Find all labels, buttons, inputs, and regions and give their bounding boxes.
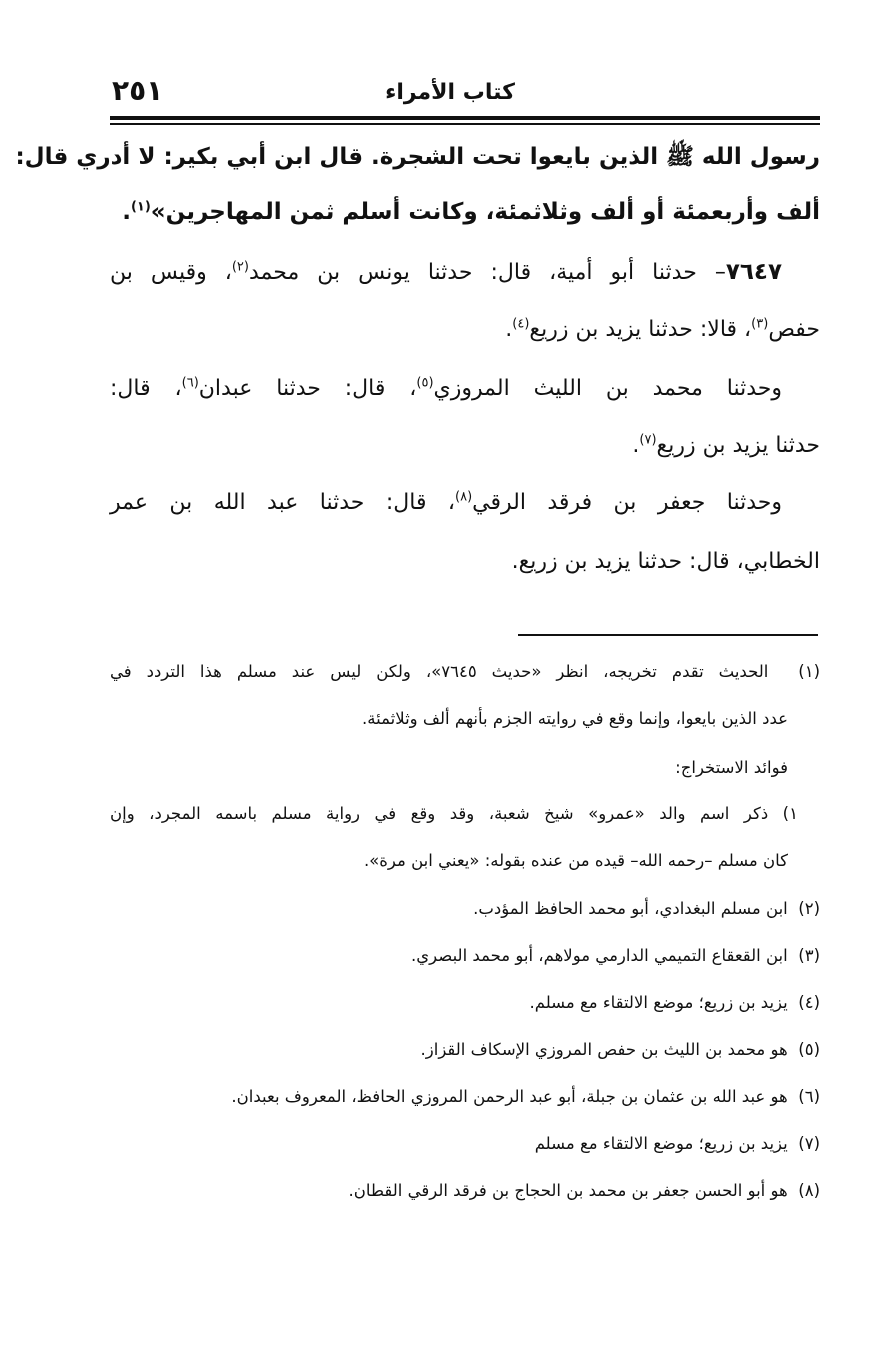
footnote-5 [110, 1038, 820, 1062]
text-line-7-end: ، قال: حدثنا عبد الله بن عمر [110, 490, 455, 515]
text-line-5 [110, 374, 782, 404]
text-line-7-start: وحدثنا جعفر بن فرقد الرقي [472, 490, 782, 515]
footnote-ref-1[interactable]: (١) [130, 199, 151, 215]
text-line-7 [110, 488, 782, 518]
footnote-1-heading: فوائد الاستخراج: [675, 758, 788, 777]
footnote-6-mark: (٦) [798, 1087, 820, 1106]
text-line-6-end: . [632, 433, 640, 458]
footnote-separator [518, 634, 818, 636]
footnote-4 [110, 991, 820, 1015]
footnote-8-text: هو أبو الحسن جعفر بن محمد بن الحجاج بن فرقد الرقي القطان. [348, 1181, 788, 1200]
text-line-4-mid: ، قالا: حدثنا يزيد بن زريع [529, 317, 752, 342]
text-line-4-start: حفص [768, 317, 820, 342]
hadith-number: ٧٦٤٧ [725, 259, 782, 285]
text-line-2 [110, 197, 820, 227]
footnote-8-mark: (٨) [798, 1181, 820, 1200]
footnote-1-text-5: كان مسلم –رحمه الله– قيده من عنده بقوله: «يعني ابن مرة». [363, 851, 788, 870]
footnote-8 [110, 1179, 820, 1203]
text-line-5-end: ، قال: [110, 376, 182, 401]
footnote-3-mark: (٣) [798, 946, 820, 965]
footnote-4-mark: (٤) [798, 993, 820, 1012]
footnote-7-mark: (٧) [798, 1134, 820, 1153]
footnote-ref-6[interactable]: (٦) [181, 375, 199, 391]
text-line-6 [110, 431, 820, 461]
footnote-ref-7[interactable]: (٧) [639, 432, 657, 448]
footnote-2-text: ابن مسلم البغدادي، أبو محمد الحافظ المؤدب. [473, 899, 788, 918]
footnote-1-text-2: عدد الذين بايعوا، وإنما وقع في روايته الجزم بأنهم ألف وثلاثمئة. [362, 709, 788, 728]
text-line-4 [110, 315, 820, 345]
text-line-3 [110, 257, 782, 288]
text-line-1-content: رسول الله ﷺ الذين بايعوا تحت الشجرة. قال ابن أبي بكير: لا أدري قال: [15, 144, 820, 170]
footnote-3 [110, 944, 820, 968]
footnote-ref-4[interactable]: (٤) [512, 316, 530, 332]
header-rule-thin [110, 123, 820, 125]
footnote-7-text: يزيد بن زريع؛ موضع الالتقاء مع مسلم [534, 1134, 788, 1153]
footnote-3-text: ابن القعقاع التميمي الدارمي مولاهم، أبو محمد البصري. [411, 946, 788, 965]
footnote-1-line-1 [110, 660, 820, 684]
text-line-4-end: . [505, 317, 513, 342]
footnote-1-text-4: ١) ذكر اسم والد «عمرو» شيخ شعبة، وقد وقع في رواية مسلم باسمه المجرد، وإن [110, 804, 798, 823]
footnote-7 [110, 1132, 820, 1156]
footnote-2-mark: (٢) [798, 899, 820, 918]
text-line-5-mid: ، قال: حدثنا عبدان [198, 376, 417, 401]
footnote-4-text: يزيد بن زريع؛ موضع الالتقاء مع مسلم. [529, 993, 788, 1012]
footnote-ref-8[interactable]: (٨) [455, 489, 473, 505]
footnote-2 [110, 897, 820, 921]
footnote-ref-3[interactable]: (٣) [751, 316, 769, 332]
footnote-1-text-1: الحديث تقدم تخريجه، انظر «حديث ٧٦٤٥»، ولكن ليس عند مسلم هذا التردد في [110, 662, 769, 681]
text-line-2-content: ألف وأربعمئة أو ألف وثلاثمئة، وكانت أسلم ثمن المهاجرين» [150, 199, 820, 225]
page-number: ٢٥١ [112, 74, 164, 107]
footnote-ref-5[interactable]: (٥) [416, 375, 434, 391]
footnote-1-line-4 [110, 802, 798, 826]
text-line-8-content: الخطابي، قال: حدثنا يزيد بن زريع. [511, 549, 820, 574]
footnote-ref-2[interactable]: (٢) [231, 259, 249, 275]
text-line-8 [110, 547, 820, 577]
header-rule-thick [110, 116, 820, 120]
text-line-2-end: . [122, 199, 131, 225]
text-line-6-content: حدثنا يزيد بن زريع [656, 433, 820, 458]
footnote-1-mark: (١) [798, 662, 820, 681]
footnote-1-line-2 [110, 707, 788, 731]
text-line-3-content: – حدثنا أبو أمية، قال: حدثنا يونس بن محمد [248, 260, 726, 285]
text-line-5-start: وحدثنا محمد بن الليث المروزي [433, 376, 783, 401]
footnote-1-line-5 [110, 849, 788, 873]
footnote-5-mark: (٥) [798, 1040, 820, 1059]
footnote-6 [110, 1085, 820, 1109]
text-line-3-end: ، وقيس بن [110, 260, 232, 285]
text-line-1 [15, 142, 820, 172]
running-title: كتاب الأمراء [385, 80, 515, 105]
footnote-5-text: هو محمد بن الليث بن حفص المروزي الإسكاف القزاز. [420, 1040, 788, 1059]
footnote-1-line-3 [110, 756, 788, 780]
footnote-6-text: هو عبد الله بن عثمان بن جبلة، أبو عبد الرحمن المروزي الحافظ، المعروف بعبدان. [231, 1087, 788, 1106]
